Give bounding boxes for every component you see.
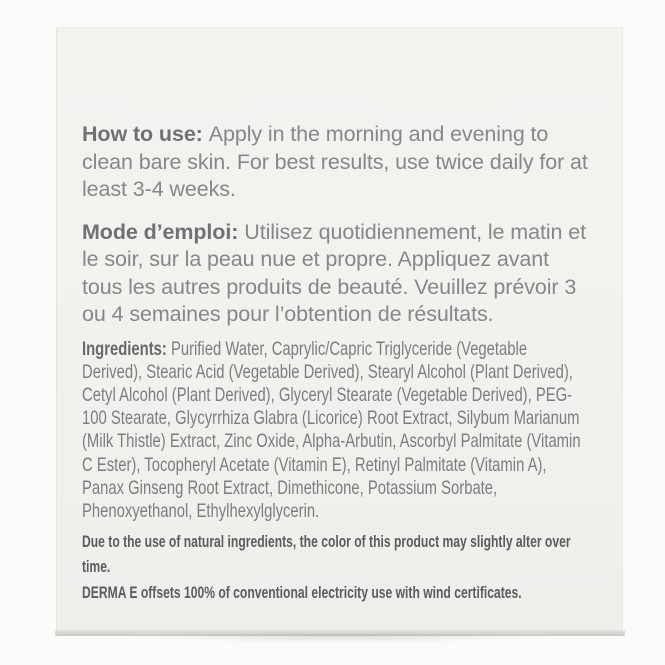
panel-text-content xyxy=(82,28,596,606)
how-to-use-label: How to use: xyxy=(82,122,203,146)
ingredients-section xyxy=(82,338,587,524)
mode-demploi-label: Mode d’emploi: xyxy=(82,219,239,244)
ingredients-label: Ingredients: xyxy=(82,337,167,360)
how-to-use-section xyxy=(82,121,594,204)
mode-demploi-text: Utilisez quotidiennement, le matin et le soir, sur la peau nue et propre. Appliquez avant tous les autres produits de beauté. Veuillez prévoir 3 ou 4 semaines pour l’obtention de résultats. xyxy=(82,219,586,326)
wind-certificates-note: DERMA E offsets 100% of conventional electricity use with wind certificates. xyxy=(82,584,522,603)
how-to-use-text: Apply in the morning and evening to clean bare skin. For best results, use twice daily for at least 3-4 weeks. xyxy=(82,122,588,201)
natural-ingredients-note: Due to the use of natural ingredients, the color of this product may slightly alter over time. xyxy=(82,533,571,577)
box-shadow xyxy=(52,635,628,644)
mode-demploi-section xyxy=(82,219,594,329)
product-box-back-panel xyxy=(56,27,623,631)
ingredients-text: Purified Water, Caprylic/Capric Triglyceride (Vegetable Derived), Stearic Acid (Vegetable Derived), Stearyl Alcohol (Plant Derived), Cetyl Alcohol (Plant Derived), Glyceryl Stearate (Vegetable Derived), PEG-100 Stearate, Glycyrrhiza Glabra (Licorice) Root Extract, Silybum Marianum (Milk Thistle) Extract, Zinc Oxide, Alpha-Arbutin, Ascorbyl Palmitate (Vitamin C Ester), Tocopheryl Acetate (Vitamin E), Retinyl Palmitate (Vitamin A), Panax Ginseng Root Extract, Dimethicone, Potassium Sorbate, Phenoxyethanol, Ethylhexylglycerin. xyxy=(82,337,581,522)
